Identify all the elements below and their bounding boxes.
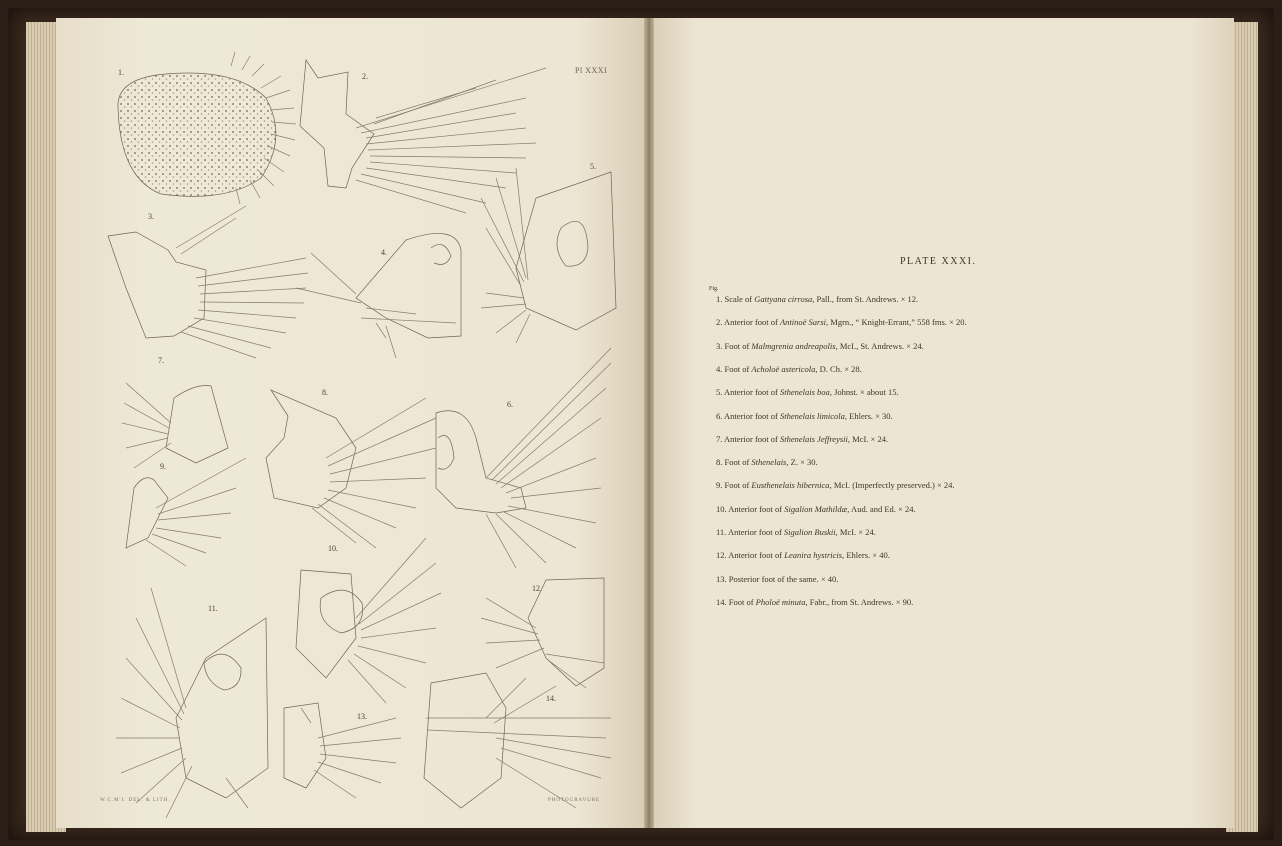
figure-label: 3.: [148, 212, 154, 221]
caption-number: 9.: [716, 480, 725, 491]
caption-number: 11.: [716, 527, 728, 537]
caption-number: 4.: [716, 363, 725, 374]
caption-line: [716, 504, 916, 514]
species-name: Sigalion Buskii: [783, 527, 836, 537]
figure-label: 4.: [381, 248, 387, 257]
caption-text: Anterior foot of: [724, 387, 780, 398]
figure-label: 11.: [208, 604, 218, 613]
figure-label: 8.: [322, 388, 328, 397]
figure-5-foot-drawing: [481, 168, 616, 343]
caption-line: [716, 294, 918, 304]
caption-line: [716, 527, 876, 537]
figure-label: 10.: [328, 544, 338, 553]
species-name: Sthenelais limicola: [779, 410, 845, 421]
caption-detail: , D. Ch. × 28.: [815, 363, 862, 374]
caption-line: [716, 341, 924, 351]
species-name: Eusthenelais hibernica: [751, 480, 830, 491]
figure-11-foot-drawing: [116, 588, 268, 818]
caption-number: 3.: [716, 340, 725, 351]
caption-detail: , McI. × 24.: [847, 433, 889, 444]
caption-text: Foot of: [724, 340, 752, 351]
caption-number: 1.: [716, 294, 725, 304]
caption-detail: , Mgrn., “ Knight-Errant,” 558 fms. × 20.: [826, 317, 967, 328]
figure-label: 1.: [118, 68, 124, 77]
species-name: Sthenelais: [751, 457, 787, 468]
caption-detail: , Ehlers. × 40.: [842, 550, 890, 561]
caption-number: 13.: [716, 573, 729, 584]
caption-line: [716, 597, 913, 607]
caption-detail: , McI., St. Andrews. × 24.: [835, 340, 924, 351]
artist-imprint: W.C.M'I. DEL. & LITH.: [100, 798, 171, 803]
figure-label: 12.: [532, 584, 542, 593]
figure-label: 6.: [507, 400, 513, 409]
fig-column-heading: Fig.: [709, 286, 719, 292]
figure-label: 2.: [362, 72, 368, 81]
caption-line: [716, 411, 893, 421]
caption-number: 8.: [716, 457, 725, 468]
figure-13-foot-drawing: [284, 703, 401, 798]
species-name: Acholoë astericola: [751, 363, 816, 374]
species-name: Antinoë Sarsi: [779, 317, 827, 328]
figure-7-foot-drawing: [122, 383, 228, 468]
figure-12-foot-drawing: [481, 578, 604, 688]
plate-title: PLATE XXXI.: [900, 256, 977, 267]
caption-number: 7.: [716, 433, 725, 444]
caption-text: Foot of: [724, 480, 752, 491]
species-name: Sthenelais Jeffreysii: [779, 433, 848, 444]
figure-4-foot-drawing: [296, 233, 461, 358]
species-name: Pholoë minuta: [755, 596, 806, 607]
plate-number-mark: Pl XXXI: [575, 66, 608, 75]
caption-line: [716, 574, 838, 584]
caption-line: [716, 434, 888, 444]
caption-text: Foot of: [728, 596, 756, 607]
caption-detail: , Z. × 30.: [786, 457, 818, 468]
caption-text: Scale of: [724, 294, 755, 304]
caption-number: 5.: [716, 387, 725, 398]
caption-detail: , McI. × 24.: [835, 527, 876, 537]
figure-label: 7.: [158, 356, 164, 365]
caption-number: 14.: [716, 596, 729, 607]
figure-1-scale-drawing: [118, 52, 296, 204]
species-name: Gattyana cirrosa: [754, 294, 813, 304]
caption-number: 2.: [716, 317, 725, 328]
caption-number: 12.: [716, 550, 729, 561]
caption-text: Anterior foot of: [728, 550, 785, 561]
species-name: Sthenelais boa: [779, 387, 830, 398]
species-name: Leanira hystricis: [784, 550, 843, 561]
caption-text: Posterior foot of the same. × 40.: [728, 573, 839, 584]
figure-2-foot-drawing: [300, 60, 546, 213]
caption-line: [716, 317, 967, 327]
caption-text: Anterior foot of: [724, 433, 780, 444]
caption-text: Anterior foot of: [724, 410, 780, 421]
caption-line: [716, 480, 955, 490]
caption-detail: , Pall., from St. Andrews. × 12.: [812, 294, 919, 304]
plate-illustrations: [56, 18, 646, 828]
caption-detail: , McI. (Imperfectly preserved.) × 24.: [829, 480, 955, 491]
caption-line: [716, 550, 890, 560]
caption-text: Anterior foot of: [728, 503, 785, 514]
figure-6-foot-drawing: [436, 348, 611, 568]
caption-text: Anterior foot of: [727, 527, 784, 537]
figure-8-foot-drawing: [266, 390, 436, 548]
caption-line: [716, 364, 862, 374]
caption-number: 10.: [716, 503, 729, 514]
right-page-captions: [650, 18, 1234, 828]
caption-text: Anterior foot of: [724, 317, 780, 328]
species-name: Malmgrenia andreapolis: [751, 340, 836, 351]
caption-line: [716, 457, 818, 467]
figure-9-foot-drawing: [126, 458, 246, 566]
figure-10-foot-drawing: [296, 538, 441, 703]
caption-line: [716, 387, 899, 397]
caption-text: Foot of: [724, 363, 752, 374]
caption-detail: , Ehlers. × 30.: [844, 410, 893, 421]
figure-label: 14.: [546, 694, 556, 703]
caption-text: Foot of: [724, 457, 752, 468]
figure-label: 13.: [357, 712, 367, 721]
caption-detail: , Aud. and Ed. × 24.: [847, 503, 916, 514]
figure-label: 9.: [160, 462, 166, 471]
caption-detail: , Fabr., from St. Andrews. × 90.: [805, 596, 914, 607]
printer-imprint: PHOTOGRAVURE: [548, 798, 601, 803]
figure-label: 5.: [590, 162, 596, 171]
species-name: Sigalion Mathildæ: [784, 503, 848, 514]
figure-3-foot-drawing: [108, 206, 308, 358]
caption-number: 6.: [716, 410, 725, 421]
caption-detail: , Johnst. × about 15.: [829, 387, 899, 398]
figure-14-foot-drawing: [424, 673, 611, 808]
